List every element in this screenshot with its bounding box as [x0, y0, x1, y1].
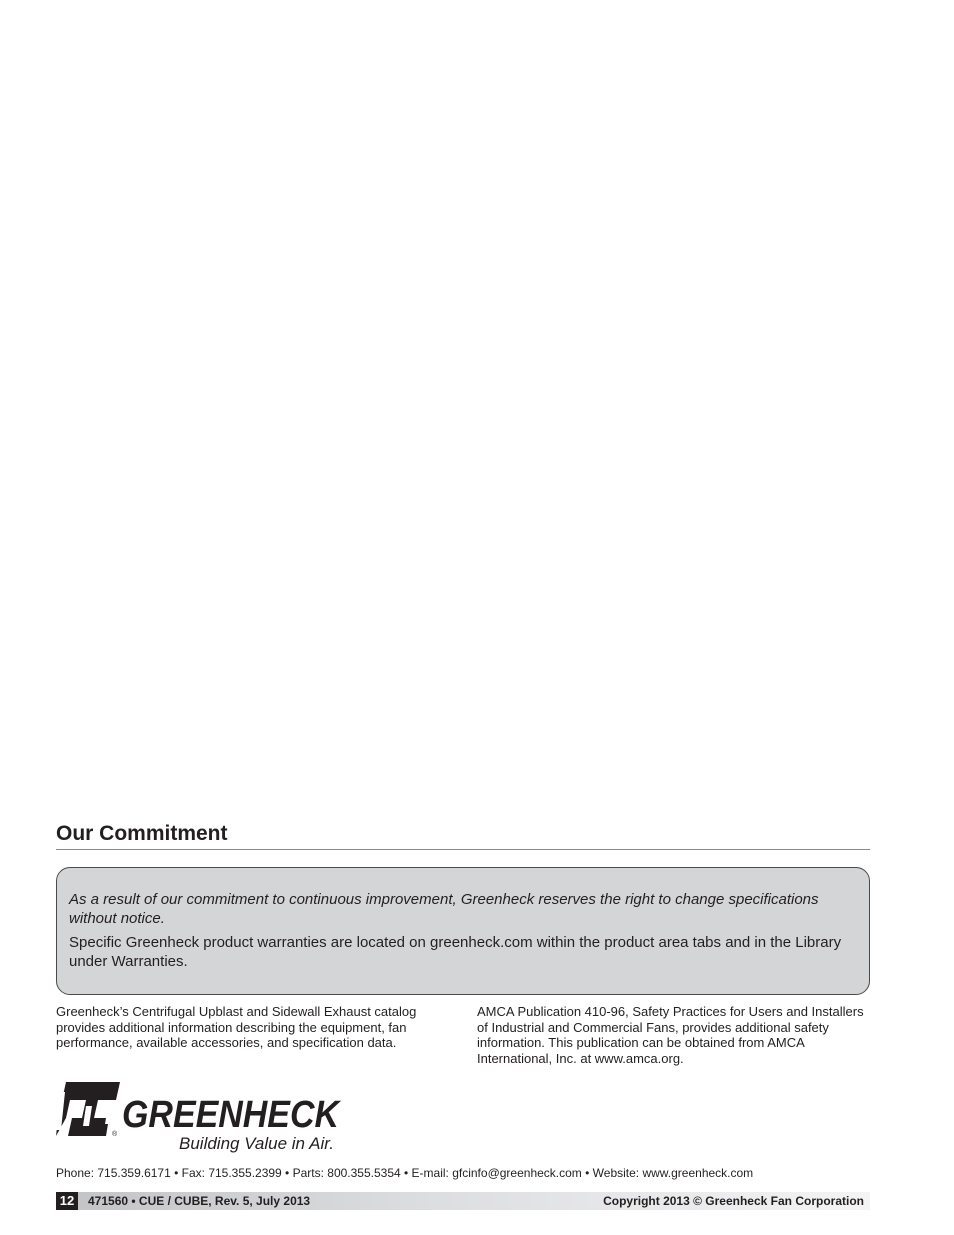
page-number: 12 [56, 1192, 78, 1210]
section-heading: Our Commitment [56, 822, 228, 845]
amca-info-text: AMCA Publication 410-96, Safety Practices for Users and Installers of Industrial and Commercial Fans, provides additional safety information. This publication can be obtained from AMCA International, Inc. at www.amca.org. [477, 1004, 864, 1066]
notice-italic-text: As a result of our commitment to continuous improvement, Greenheck reserves the right to change specifications without notice. [69, 891, 819, 927]
logo-tagline: Building Value in Air. [179, 1134, 334, 1153]
commitment-notice-box [56, 867, 870, 995]
logo-brand-text: GREENHECK [122, 1094, 342, 1136]
heading-divider [56, 849, 870, 850]
greenheck-logo [56, 1082, 356, 1154]
footer-bar [56, 1192, 870, 1210]
copyright-text: Copyright 2013 © Greenheck Fan Corporation [603, 1194, 864, 1208]
notice-warranty-text: Specific Greenheck product warranties are located on greenheck.com within the product area tabs and in the Library under Warranties. [69, 934, 842, 970]
greenheck-g-logo-icon [56, 1082, 120, 1136]
registered-mark: ® [112, 1131, 118, 1138]
document-id: 471560 • CUE / CUBE, Rev. 5, July 2013 [88, 1194, 311, 1208]
contact-info: Phone: 715.359.6171 • Fax: 715.355.2399 • Parts: 800.355.5354 • E-mail: gfcinfo@greenheck.com • Website: www.greenheck.com [56, 1166, 754, 1180]
catalog-info-text: Greenheck’s Centrifugal Upblast and Sidewall Exhaust catalog provides additional information describing the equipment, fan performance, available accessories, and specification data. [56, 1004, 417, 1051]
